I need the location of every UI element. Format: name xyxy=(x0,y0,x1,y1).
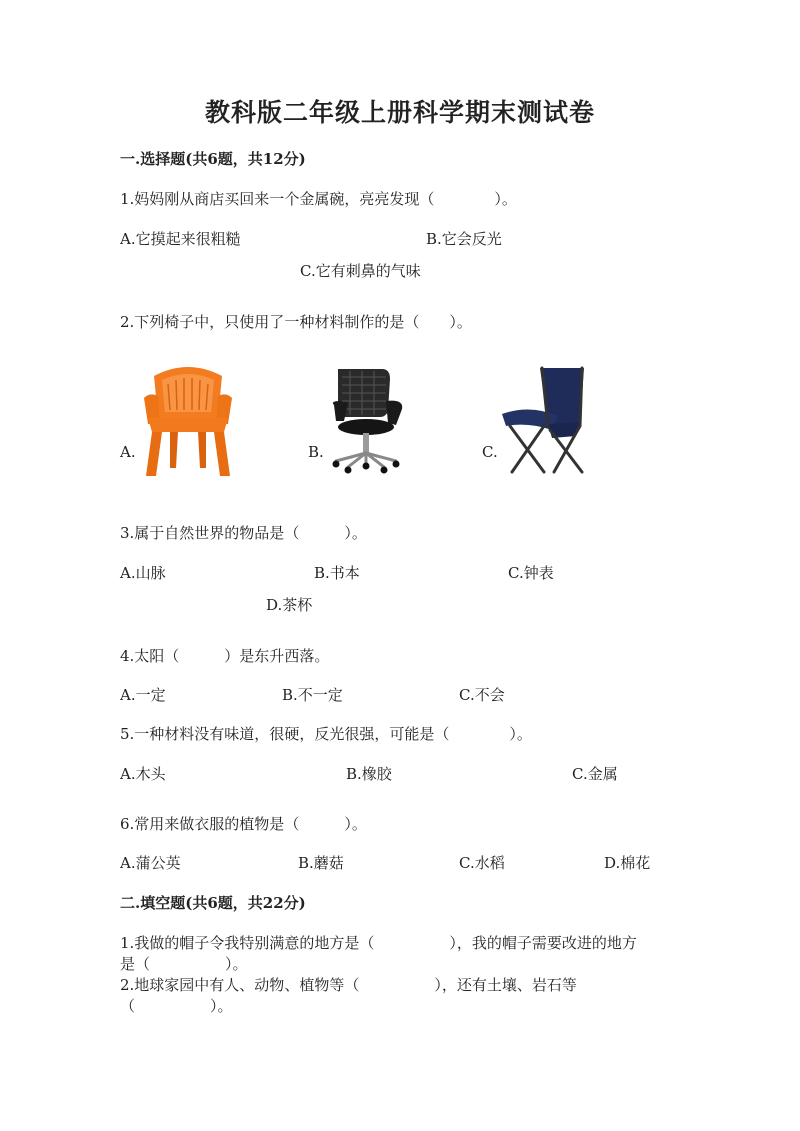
q4-option-b: B.不一定 xyxy=(282,686,343,704)
question-6: 6.常用来做衣服的植物是（ ）。 xyxy=(120,815,367,833)
fill-question-1-line2: 是（ ）。 xyxy=(120,955,248,973)
question-3: 3.属于自然世界的物品是（ ）。 xyxy=(120,524,367,542)
q6-option-a: A.蒲公英 xyxy=(120,854,181,872)
q2-option-b: B. xyxy=(308,443,324,461)
q5-option-b: B.橡胶 xyxy=(346,765,392,783)
office-chair-icon xyxy=(330,365,406,475)
page-title: 教科版二年级上册科学期末测试卷 xyxy=(204,98,595,127)
section-1-heading: 一.选择题(共6题，共12分) xyxy=(120,150,306,168)
q6-option-b: B.蘑菇 xyxy=(298,854,344,872)
q6-option-d: D.棉花 xyxy=(604,854,651,872)
question-2: 2.下列椅子中，只使用了一种材料制作的是（ ）。 xyxy=(120,313,472,331)
fill-question-1-line1: 1.我做的帽子令我特别满意的地方是（ ），我的帽子需要改进的地方 xyxy=(120,934,637,952)
q6-option-c: C.水稻 xyxy=(459,854,505,872)
q1-option-a: A.它摸起来很粗糙 xyxy=(120,230,241,248)
q2-option-c: C. xyxy=(482,443,498,461)
q1-option-b: B.它会反光 xyxy=(426,230,502,248)
section-2-heading: 二.填空题(共6题，共22分) xyxy=(120,894,306,912)
q5-option-c: C.金属 xyxy=(572,765,618,783)
q4-option-c: C.不会 xyxy=(459,686,505,704)
q2-option-a: A. xyxy=(120,443,136,461)
fill-question-2-line2: （ ）。 xyxy=(120,997,233,1015)
q3-option-c: C.钟表 xyxy=(508,564,554,582)
q4-option-a: A.一定 xyxy=(120,686,166,704)
plastic-chair-icon xyxy=(140,362,236,478)
question-4: 4.太阳（ ）是东升西落。 xyxy=(120,647,330,665)
q3-option-a: A.山脉 xyxy=(120,564,166,582)
q5-option-a: A.木头 xyxy=(120,765,166,783)
question-5: 5.一种材料没有味道，很硬，反光很强，可能是（ ）。 xyxy=(120,725,532,743)
q3-option-b: B.书本 xyxy=(314,564,360,582)
q1-option-c: C.它有刺鼻的气味 xyxy=(300,262,421,280)
q3-option-d: D.茶杯 xyxy=(266,596,313,614)
fill-question-2-line1: 2.地球家园中有人、动物、植物等（ ），还有土壤、岩石等 xyxy=(120,976,577,994)
folding-chair-icon xyxy=(500,364,590,476)
question-1: 1.妈妈刚从商店买回来一个金属碗，亮亮发现（ ）。 xyxy=(120,190,517,208)
